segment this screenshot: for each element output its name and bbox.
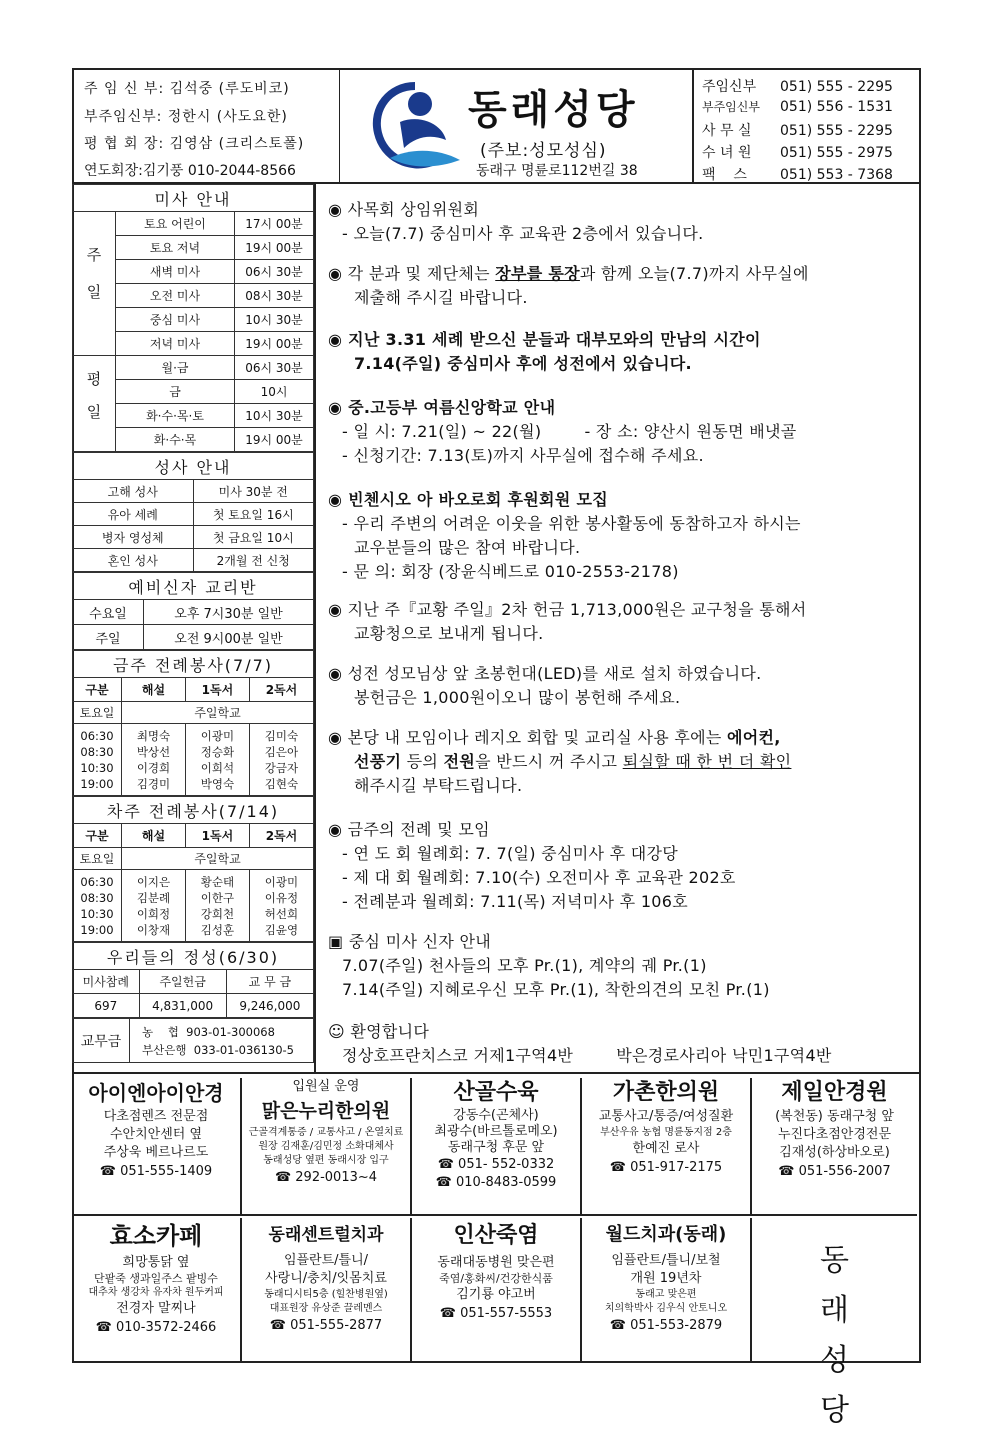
mass-name: 금 <box>116 380 235 404</box>
this-week-title: 금주 전례봉사(7/7) <box>73 651 314 678</box>
ad-name: 아이엔아이안경 <box>88 1081 224 1105</box>
mass-time: 10시 30분 <box>235 404 314 428</box>
ad-line: 임플란트/틀니/ <box>283 1253 369 1268</box>
ad-line: 한예진 로사 <box>632 1141 700 1156</box>
notice-line: 7.07(주일) 천사들의 모후 Pr.(1), 계약의 궤 Pr.(1) <box>342 956 707 975</box>
sacrament-name: 고해 성사 <box>73 480 194 503</box>
header-title-block <box>340 68 692 184</box>
ad-phone: ☎ 051-556-2007 <box>778 1164 891 1179</box>
reader1-names: 황순태 이한구 강희천 김성훈 <box>185 870 249 942</box>
ad-line: 김재성(하상바오로) <box>779 1145 890 1160</box>
ad-line: 치의학박사 김우식 안토니오 <box>604 1303 728 1314</box>
header-line: 부주임신부: 정한시 (사도요한) <box>84 109 288 125</box>
left-info-column <box>72 184 316 1072</box>
mass-name: 월·금 <box>116 356 235 380</box>
ad-phone: ☎ 051-917-2175 <box>609 1160 723 1175</box>
mass-name: 오전 미사 <box>116 284 235 308</box>
reader2-names: 이광미 이유정 허선희 김윤영 <box>249 870 313 942</box>
notice-power-off <box>328 726 791 798</box>
col-header: 주일헌금 <box>139 970 226 994</box>
col-header: 구분 <box>73 678 122 702</box>
notice-ledger <box>328 262 809 310</box>
notice-text: 오늘(7.7)까지 사무실에 <box>637 264 809 283</box>
commentator-names: 최명숙 박상선 이경희 김경미 <box>122 724 186 796</box>
ad-name: 제일안경원 <box>781 1080 888 1105</box>
tithe-account-table <box>72 1018 314 1063</box>
notice-emphasis: 전원 <box>443 752 476 771</box>
sacrament-name: 혼인 성사 <box>73 549 194 572</box>
ad-name: 월드치과(동래) <box>605 1224 727 1245</box>
mary-logo-icon <box>360 78 470 178</box>
ad-line: 동래대동병원 맞은편 <box>437 1255 555 1270</box>
ad-central-dental <box>242 1218 412 1361</box>
col-header: 2독서 <box>249 678 313 702</box>
ad-line: (복천동) 동래구청 앞 <box>775 1109 894 1124</box>
reader2-names: 김미숙 김은아 강금자 김현숙 <box>249 724 313 796</box>
ad-phone: ☎ 010-8483-0599 <box>435 1175 557 1190</box>
mass-time: 06시 30분 <box>235 260 314 284</box>
contact-row: 사 무 실 051) 555 - 2295 <box>702 123 893 139</box>
ad-line: 단팥죽 생과일주스 팥빙수 <box>94 1272 218 1285</box>
sacrament-when: 2개월 전 신청 <box>193 549 314 572</box>
header-line: 평 협 회 장: 김영삼 (크리스토폴) <box>84 136 305 152</box>
mass-times: 06:30 08:30 10:30 19:00 <box>73 724 122 796</box>
col-header: 구분 <box>73 824 122 848</box>
col-header: 1독서 <box>185 824 249 848</box>
weekday-label: 평일 <box>73 356 116 452</box>
col-header: 2독서 <box>249 824 313 848</box>
saturday-value: 주일학교 <box>122 702 314 724</box>
ad-phone: ☎ 010-3572-2466 <box>95 1320 217 1335</box>
ad-line: 다초점렌즈 전문점 <box>103 1109 209 1124</box>
ad-phone: ☎ 292-0013~4 <box>274 1170 378 1185</box>
ad-line: 최광수(바르톨로메오) <box>434 1124 558 1139</box>
ad-line: 대추차 생강차 유자차 원두커피 <box>88 1287 224 1298</box>
notice-emphasis: 에어컨, <box>727 728 781 747</box>
ad-line: 근골격계통증 / 교통사고 / 온열치료 <box>248 1127 404 1138</box>
mass-name: 화·수·목·토 <box>116 404 235 428</box>
mass-name: 새벽 미사 <box>116 260 235 284</box>
ad-phone: ☎ 051-557-5553 <box>439 1306 553 1321</box>
ad-hyoso-cafe <box>72 1218 242 1361</box>
notice-text: 을 반드시 꺼 주시고 <box>475 752 623 771</box>
mass-name: 저녁 미사 <box>116 332 235 356</box>
notice-summer-school <box>328 396 796 468</box>
ad-line: 주상욱 베르나르도 <box>103 1145 209 1160</box>
sacrament-name: 병자 영성체 <box>73 526 194 549</box>
mass-name: 토요 어린이 <box>116 212 235 236</box>
notice-title: ☺ 환영합니다 <box>328 1022 430 1041</box>
ad-name: 동래센트럴치과 <box>268 1225 384 1245</box>
reader1-names: 이광미 정승화 이희석 박영숙 <box>185 724 249 796</box>
church-title: 동래성당 <box>468 87 639 133</box>
notice-pastoral-council <box>328 198 704 246</box>
this-week-liturgy-table <box>72 650 314 796</box>
ad-ini-optical <box>72 1078 242 1214</box>
ad-line: 부산우유 농협 명륜동지점 2층 <box>600 1127 732 1138</box>
offering-title: 우리들의 정성(6/30) <box>73 943 314 970</box>
contact-row: 수 녀 원 051) 555 - 2975 <box>702 145 893 161</box>
notice-line: - 문 의: 회장 (장윤식베드로 010-2553-2178) <box>342 562 679 581</box>
contact-row: 부주임신부 051) 556 - 1531 <box>702 99 893 115</box>
ad-insan-bamboo-salt <box>412 1218 582 1361</box>
notice-line: - 전례분과 월례회: 7.11(목) 저녁미사 후 106호 <box>342 892 689 911</box>
mass-time: 19시 00분 <box>235 332 314 356</box>
ad-name: 가촌한의원 <box>612 1080 720 1105</box>
ad-malgeun-nuri <box>242 1078 412 1214</box>
mass-time: 19시 00분 <box>235 236 314 260</box>
notice-line: - 일 시: 7.21(일) ~ 22(월) - 장 소: 양산시 원동면 배냇골 <box>342 422 797 441</box>
notice-title: ▣ 중심 미사 신자 안내 <box>328 932 492 951</box>
col-header: 1독서 <box>185 678 249 702</box>
ad-line: 원장 김재훈/김민정 소화대체사 <box>258 1141 394 1152</box>
notice-vincent-society <box>328 488 801 584</box>
notice-text: 등의 <box>401 752 444 771</box>
notice-line: 7.14(주일) 중심미사 후에 성전에서 있습니다. <box>354 354 692 373</box>
ad-line: 강동수(곤체사) <box>453 1108 539 1123</box>
notice-line: 교우분들의 많은 참여 바랍니다. <box>354 538 581 557</box>
saturday-label: 토요일 <box>73 848 122 870</box>
saturday-value: 주일학교 <box>122 848 314 870</box>
bank-account: 부산은행 033-01-036130-5 <box>142 1042 294 1057</box>
col-header: 해설 <box>122 678 186 702</box>
mass-time: 19시 00분 <box>235 428 314 452</box>
church-name-line: 동 래 <box>820 1243 875 1328</box>
notice-title: ◉ 빈첸시오 아 바오로회 후원회원 모집 <box>328 490 608 509</box>
col-header: 미사참례 <box>73 970 140 994</box>
ad-line: 교통사고/통증/여성질환 <box>598 1109 734 1124</box>
col-header: 해설 <box>122 824 186 848</box>
ad-name: 효소카페 <box>109 1222 203 1250</box>
notice-emphasis: 선풍기 <box>354 752 402 771</box>
advertisements <box>72 1072 921 1428</box>
header-staff <box>72 68 340 184</box>
sunday-label: 주일 <box>73 212 116 356</box>
header-line: 주 임 신 부: 김석중 (루도비코) <box>84 81 290 97</box>
church-subtitle: (주보:성모성심) <box>480 141 607 161</box>
ad-line: 임플란트/틀니/보철 <box>611 1253 721 1268</box>
bank-account: 농 협 903-01-300068 <box>142 1024 275 1039</box>
sacrament-name: 유아 세례 <box>73 503 194 526</box>
ad-line: 희망통닭 옆 <box>122 1255 190 1270</box>
notice-line: 정상호프란치스코 거제1구역4반 박은경로사리아 낙민1구역4반 <box>342 1046 832 1065</box>
tithe-label: 교무금 <box>73 1019 130 1063</box>
ad-name: 인산죽염 <box>453 1223 539 1248</box>
mass-time: 08시 30분 <box>235 284 314 308</box>
ad-line: 동래디시티5층 (힐찬병원옆) <box>264 1289 388 1300</box>
class-time: 오전 9시00분 일반 <box>144 625 314 650</box>
church-name-line: 성 당 <box>820 1343 875 1428</box>
notice-candle-stand <box>328 662 762 710</box>
mass-schedule-table <box>72 184 314 452</box>
contact-row: 팩 스 051) 553 - 7368 <box>702 167 893 183</box>
header-contacts <box>692 68 921 184</box>
notice-baptism-meeting <box>328 328 761 376</box>
tithe-value: 9,246,000 <box>226 994 313 1018</box>
mass-time: 10시 30분 <box>235 308 314 332</box>
notice-line: - 제 대 회 월례회: 7.10(수) 오전미사 후 교육관 202호 <box>342 868 736 887</box>
catechumen-title: 예비신자 교리반 <box>73 573 314 600</box>
mass-title: 미사 안내 <box>73 185 314 212</box>
class-day: 주일 <box>73 625 144 650</box>
ad-world-dental <box>582 1218 752 1361</box>
notice-title: ◉ 금주의 전례 및 모임 <box>328 820 490 839</box>
ad-line: 동래구청 후문 앞 <box>447 1140 545 1155</box>
ad-jeil-optical <box>752 1078 917 1214</box>
notice-title: ◉ 사목회 상임위원회 <box>328 200 480 219</box>
notices-column <box>316 184 921 1072</box>
class-time: 오후 7시30분 일반 <box>144 600 314 625</box>
ad-phone: ☎ 051-553-2879 <box>609 1318 723 1333</box>
ad-line: 수안치안센터 옆 <box>109 1127 203 1142</box>
notice-line: 교황청으로 보내게 됩니다. <box>354 624 544 643</box>
ad-phone: ☎ 051- 552-0332 <box>437 1157 555 1172</box>
saturday-label: 토요일 <box>73 702 122 724</box>
offering-table <box>72 942 314 1018</box>
notice-line: - 우리 주변의 어려운 이웃을 위한 봉사활동에 동참하고자 하시는 <box>342 514 801 533</box>
sacrament-table <box>72 452 314 572</box>
notice-line: 7.14(주일) 지혜로우신 모후 Pr.(1), 착한의견의 모친 Pr.(1) <box>342 980 770 999</box>
notice-text: ◉ 본당 내 모임이나 레지오 회합 및 교리실 사용 후에는 <box>328 728 727 747</box>
notice-line: - 신청기간: 7.13(토)까지 사무실에 접수해 주세요. <box>342 446 704 465</box>
ad-line: 개원 19년차 <box>630 1271 702 1286</box>
ad-name: 맑은누리한의원 <box>261 1100 391 1122</box>
ad-line: 전경자 말찌나 <box>116 1301 196 1316</box>
notice-line: 봉헌금은 1,000원이오니 많이 봉헌해 주세요. <box>354 688 681 707</box>
ad-line: 누진다초점안경전문 <box>777 1127 892 1142</box>
contact-row: 주임신부 051) 555 - 2295 <box>702 79 893 95</box>
mass-name: 토요 저녁 <box>116 236 235 260</box>
notice-central-mass <box>328 930 770 1002</box>
notice-papal-sunday <box>328 598 807 646</box>
ad-phone: ☎ 051-555-2877 <box>269 1318 383 1333</box>
notice-title: ◉ 중.고등부 여름신앙학교 안내 <box>328 398 556 417</box>
notice-title: ◉ 지난 주『교황 주일』2차 헌금 1,713,000원은 교구청을 통해서 <box>328 600 807 619</box>
mass-time: 10시 <box>235 380 314 404</box>
ad-sangol-suyuk <box>412 1078 582 1214</box>
notice-liturgy-meetings <box>328 818 736 914</box>
church-address: 동래구 명륜로112번길 38 <box>476 163 638 179</box>
ad-line: 대표원장 유상준 끌레멘스 <box>269 1303 383 1314</box>
notice-title: ◉ 성전 성모님상 앞 초봉헌대(LED)를 새로 설치 하였습니다. <box>328 664 762 683</box>
commentator-names: 이지은 김분례 이희정 이창재 <box>122 870 186 942</box>
sacrament-when: 첫 금요일 10시 <box>193 526 314 549</box>
ad-line: 동래성당 옆편 동래시장 입구 <box>263 1155 389 1166</box>
mass-time: 17시 00분 <box>235 212 314 236</box>
mass-times: 06:30 08:30 10:30 19:00 <box>73 870 122 942</box>
notice-emphasis: 퇴실할 때 한 번 더 확인 <box>622 752 792 771</box>
attendance-value: 697 <box>73 994 140 1018</box>
class-day: 수요일 <box>73 600 144 625</box>
header-line: 연도회장:김기풍 010-2044-8566 <box>84 163 296 179</box>
col-header: 교 무 금 <box>226 970 313 994</box>
notice-emphasis: 장부를 통장 <box>495 264 580 283</box>
next-week-liturgy-table <box>72 796 314 942</box>
ad-line: 죽염/홍화씨/건강한식품 <box>439 1272 553 1285</box>
ad-line: 입원실 운영 <box>292 1079 360 1094</box>
ad-church-name <box>752 1218 917 1428</box>
mass-name: 화·수·목 <box>116 428 235 452</box>
notice-text: ◉ 각 분과 및 제단체는 <box>328 264 496 283</box>
notice-line: - 연 도 회 월례회: 7. 7(일) 중심미사 후 대강당 <box>342 844 679 863</box>
ad-name: 산골수육 <box>453 1080 539 1105</box>
ad-phone: ☎ 051-555-1409 <box>99 1164 213 1179</box>
notice-line: 해주시길 부탁드립니다. <box>354 776 523 795</box>
sunday-offering-value: 4,831,000 <box>139 994 226 1018</box>
sacrament-when: 미사 30분 전 <box>193 480 314 503</box>
ad-gachon-clinic <box>582 1078 752 1214</box>
sacrament-title: 성사 안내 <box>73 453 314 480</box>
catechumen-table <box>72 572 314 650</box>
notice-title: ◉ 지난 3.31 세례 받으신 분들과 대부모와의 만남의 시간이 <box>328 330 761 349</box>
mass-time: 06시 30분 <box>235 356 314 380</box>
notice-line: - 오늘(7.7) 중심미사 후 교육관 2층에서 있습니다. <box>342 224 704 243</box>
notice-text: 과 함께 <box>579 264 638 283</box>
sacrament-when: 첫 토요일 16시 <box>193 503 314 526</box>
ad-line: 동래고 맞은편 <box>635 1289 697 1300</box>
notice-welcome <box>328 1020 832 1068</box>
ad-line: 김기룡 야고버 <box>456 1287 536 1302</box>
ad-line: 사랑니/충치/잇몸치료 <box>265 1271 387 1286</box>
mass-name: 중심 미사 <box>116 308 235 332</box>
notice-line: 제출해 주시길 바랍니다. <box>354 288 528 307</box>
ads-divider <box>72 1214 917 1216</box>
next-week-title: 차주 전례봉사(7/14) <box>73 797 314 824</box>
